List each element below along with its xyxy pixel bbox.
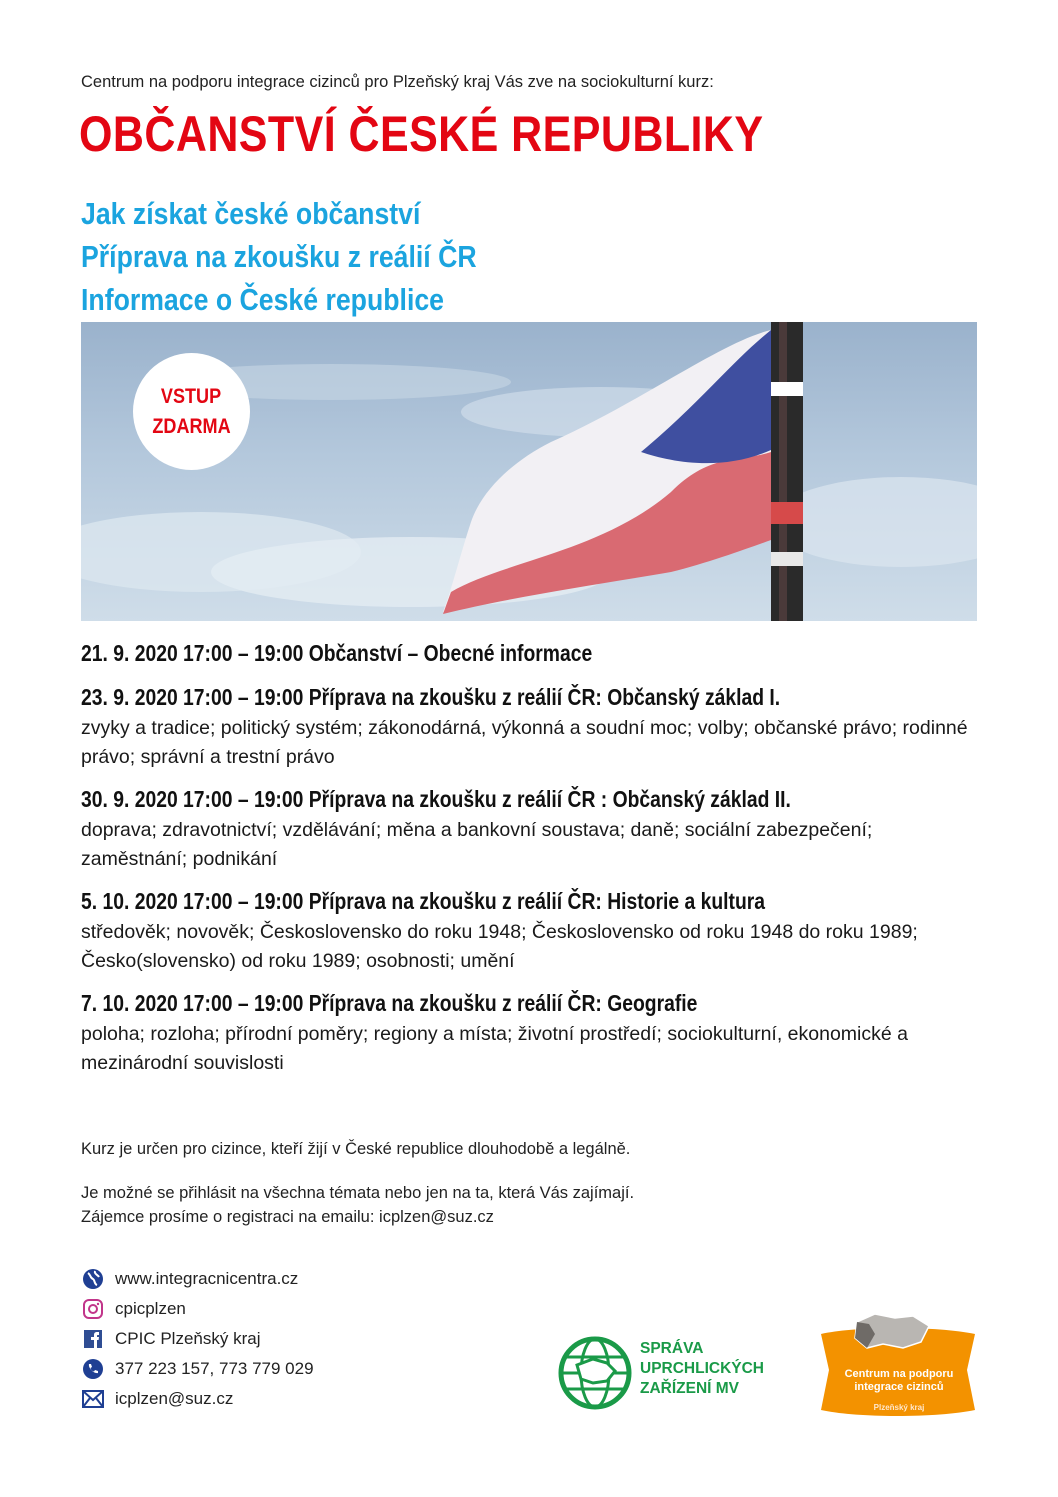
session-heading: 21. 9. 2020 17:00 – 19:00 Občanství – Obecné informace xyxy=(81,640,593,666)
session-heading: 5. 10. 2020 17:00 – 19:00 Příprava na zkoušku z reálií ČR: Historie a kultura xyxy=(81,888,766,914)
envelope-icon xyxy=(81,1387,105,1411)
badge-line-2: ZDARMA xyxy=(152,414,231,438)
contact-phone[interactable] xyxy=(81,1354,314,1384)
note-registration-topics: Je možné se přihlásit na všechna témata nebo jen na ta, která Vás zajímají. xyxy=(81,1184,635,1202)
session-topics: poloha; rozloha; přírodní poměry; regiony a místa; životní prostředí; sociokulturní, ekonomické a mezinárodní souvislosti xyxy=(81,1023,908,1074)
subtitle-1: Jak získat české občanství xyxy=(81,196,421,231)
cpic-logo-region: Plzeňský kraj xyxy=(873,1403,925,1412)
contact-web-text: www.integracnicentra.cz xyxy=(115,1269,299,1288)
contact-list xyxy=(81,1264,314,1414)
contact-instagram[interactable] xyxy=(81,1294,314,1324)
contact-facebook-text: CPIC Plzeňský kraj xyxy=(115,1329,261,1348)
badge-line-1: VSTUP xyxy=(161,384,222,408)
suz-line-2: UPRCHLICKÝCH xyxy=(640,1360,764,1377)
contact-phone-text: 377 223 157, 773 779 029 xyxy=(115,1359,314,1378)
session-item xyxy=(81,636,971,670)
phone-icon xyxy=(81,1357,105,1381)
contact-facebook[interactable] xyxy=(81,1324,314,1354)
free-entry-badge xyxy=(133,353,250,470)
session-topics: doprava; zdravotnictví; vzdělávání; měna a bankovní soustava; daně; sociální zabezpečení; zaměstnání; podnikání xyxy=(81,819,873,870)
globe-icon xyxy=(81,1267,105,1291)
contact-web[interactable] xyxy=(81,1264,314,1294)
session-list xyxy=(81,636,971,1088)
page-title: OBČANSTVÍ ČESKÉ REPUBLIKY xyxy=(79,106,764,162)
session-item xyxy=(81,986,971,1078)
note-target-audience: Kurz je určen pro cizince, kteří žijí v České republice dlouhodobě a legálně. xyxy=(81,1140,631,1158)
session-item xyxy=(81,782,971,874)
session-item xyxy=(81,680,971,772)
facebook-icon xyxy=(81,1327,105,1351)
session-heading: 23. 9. 2020 17:00 – 19:00 Příprava na zkoušku z reálií ČR: Občanský základ I. xyxy=(81,684,781,710)
subtitle-2: Příprava na zkoušku z reálií ČR xyxy=(81,239,477,274)
suz-logo-text xyxy=(640,1339,764,1399)
session-topics: zvyky a tradice; politický systém; zákonodárná, výkonná a soudní moc; volby; občanské právo; rodinné právo; správní a trestní právo xyxy=(81,717,968,768)
note-registration-email: Zájemce prosíme o registraci na emailu: icplzen@suz.cz xyxy=(81,1208,494,1226)
suz-line-3: ZAŘÍZENÍ MV xyxy=(640,1380,740,1397)
contact-instagram-text: cpicplzen xyxy=(115,1299,186,1318)
session-heading: 30. 9. 2020 17:00 – 19:00 Příprava na zkoušku z reálií ČR : Občanský základ II. xyxy=(81,786,791,812)
session-item xyxy=(81,884,971,976)
intro-text: Centrum na podporu integrace cizinců pro Plzeňský kraj Vás zve na sociokulturní kurz: xyxy=(81,73,714,91)
course-notes xyxy=(81,1137,634,1229)
subtitle-3: Informace o České republice xyxy=(81,282,445,317)
contact-email-text: icplzen@suz.cz xyxy=(115,1389,234,1408)
cpic-logo-text: Centrum na podporu integrace cizinců xyxy=(844,1368,954,1393)
session-heading: 7. 10. 2020 17:00 – 19:00 Příprava na zkoušku z reálií ČR: Geografie xyxy=(81,990,698,1016)
session-topics: středověk; novověk; Československo do roku 1948; Československo od roku 1948 do roku 1989; Česko(slovensko) od roku 1989; osobnosti; umění xyxy=(81,921,918,972)
instagram-icon xyxy=(81,1297,105,1321)
suz-line-1: SPRÁVA xyxy=(640,1340,704,1357)
subtitle-list xyxy=(81,192,541,321)
contact-email[interactable] xyxy=(81,1384,314,1414)
